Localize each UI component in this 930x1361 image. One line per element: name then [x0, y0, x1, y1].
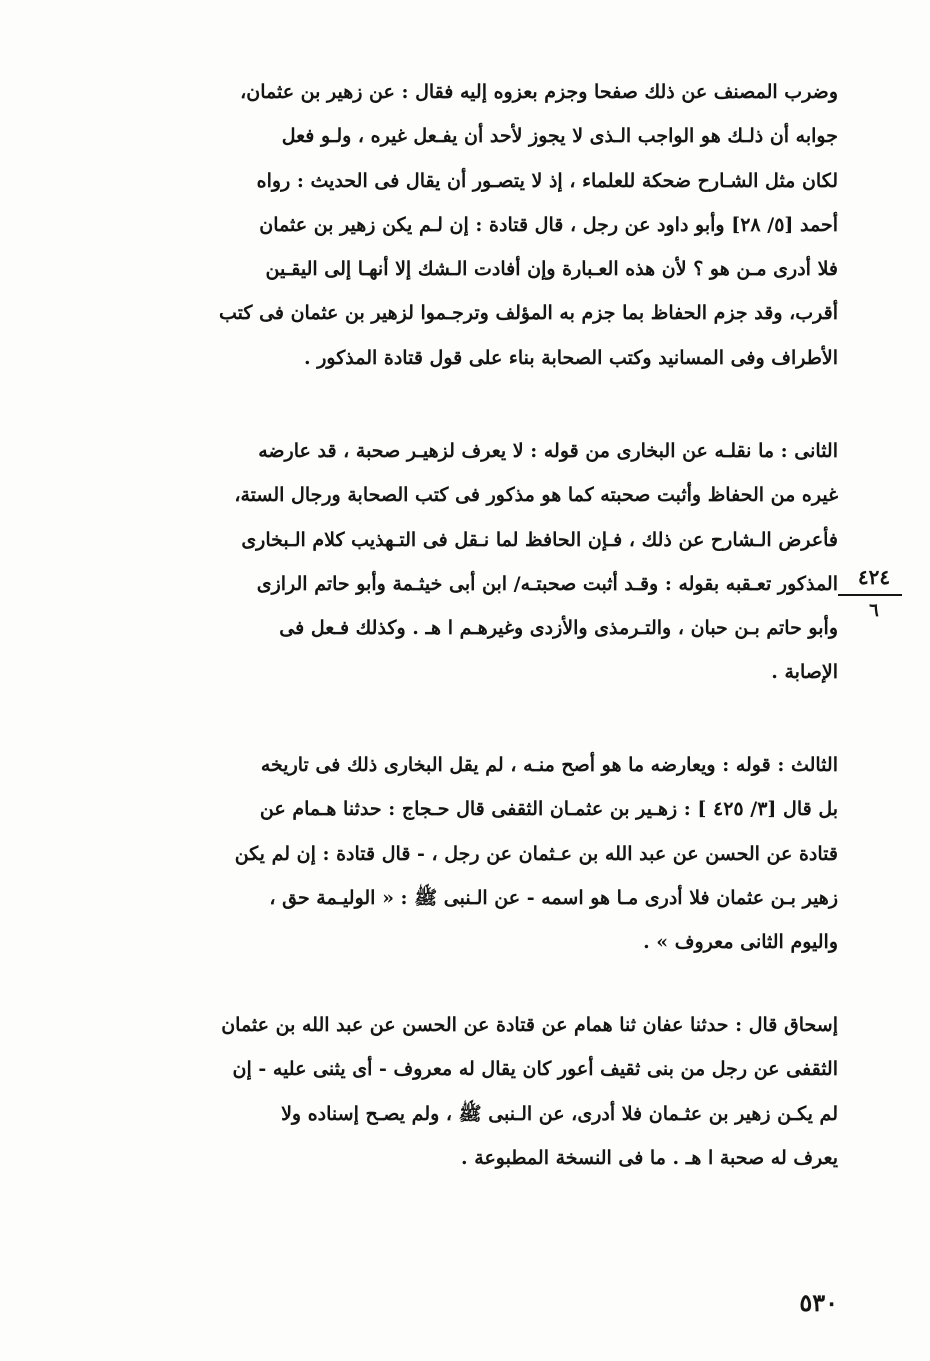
paragraph-2: [118, 429, 838, 695]
text-line: الأطراف وفى المسانيد وكتب الصحابة بناء على قول قتادة المذكور .: [303, 346, 838, 369]
text-line: الثالث : قوله : ويعارضه ما هو أصح منـه ، لم يقل البخارى ذلك فى تاريخه: [260, 754, 838, 776]
text-line: المذكور تعـقبه بقوله : وقـد أثبت صحبتـه/ ابن أبى خيثـمة وأبو حاتم الرازى: [256, 572, 838, 595]
paragraph-3: [118, 743, 838, 964]
text-line: يعرف له صحبة ا هـ . ما فى النسخة المطبوعة .: [461, 1146, 838, 1169]
margin-divider: [838, 594, 902, 596]
margin-reference: [838, 562, 902, 642]
page-number: ٥٣٠: [799, 1288, 838, 1317]
paragraph-4: [118, 1003, 838, 1180]
text-line: الإصابة .: [771, 661, 838, 684]
text-line: بل قال [٣/ ٤٢٥ ] : زهـير بن عثمـان الثقفى قال حـجاج : حدثنا هـمام عن: [259, 798, 838, 821]
text-line: فلا أدرى مـن هو ؟ لأن هذه العـبارة وإن أفادت الـشك إلا أنهـا إلى اليقـين: [265, 258, 838, 281]
text-line: وضرب المصنف عن ذلك صفحا وجزم بعزوه إليه فقال : عن زهير بن عثمان،: [240, 81, 838, 103]
text-line: زهير بـن عثمان فلا أدرى مـا هو اسمه - عن الـنبى ﷺ : « الوليـمة حق ،: [269, 886, 838, 909]
text-line: وأبو حاتم بـن حبان ، والتـرمذى والأزدى وغيرهـم ا هـ . وكذلك فـعل فى: [279, 617, 838, 640]
text-line: إسحاق قال : حدثنا عفان ثنا همام عن قتادة عن الحسن عن عبد الله بن عثمان: [221, 1014, 838, 1036]
margin-reference-top: ٤٢٤: [857, 565, 891, 589]
text-line: أحمد [٥/ ٢٨] وأبو داود عن رجل ، قال قتادة : إن لـم يكن زهير بن عثمان: [259, 213, 838, 236]
text-line: جوابه أن ذلـك هو الواجب الـذى لا يجوز لأحد أن يفـعل غيره ، ولـو فعل: [281, 125, 838, 148]
margin-reference-bottom: ٦: [869, 600, 879, 621]
text-line: أقرب، وقد جزم الحفاظ بما جزم به المؤلف وترجـموا لزهير بن عثمان فى كتب: [219, 302, 838, 325]
text-line: غيره من الحفاظ وأثبت صحبته كما هو مذكور فى كتب الصحابة ورجال الستة،: [234, 484, 838, 507]
text-line: الثقفى عن رجل من بنى ثقيف أعور كان يقال له معروف - أى يثنى عليه - إن: [232, 1058, 838, 1081]
text-line: فأعرض الـشارح عن ذلك ، فـإن الحافظ لما نـقل فى التـهذيب كلام الـبخارى: [241, 528, 838, 551]
text-line: لم يكـن زهير بن عثـمان فلا أدرى، عن الـنبى ﷺ ، ولم يصـح إسناده ولا: [281, 1102, 838, 1125]
text-line: الثانى : ما نقلـه عن البخارى من قوله : لا يعرف لزهيـر صحبة ، قد عارضه: [258, 440, 838, 462]
text-line: قتادة عن الحسن عن عبد الله بن عـثمان عن رجل ، - قال قتادة : إن لم يكن: [234, 842, 838, 865]
text-line: واليوم الثانى معروف » .: [643, 931, 838, 954]
text-line: لكان مثل الشـارح ضحكة للعلماء ، إذ لا يتصـور أن يقال فى الحديث : رواه: [256, 169, 838, 192]
paragraph-1: [118, 70, 838, 380]
